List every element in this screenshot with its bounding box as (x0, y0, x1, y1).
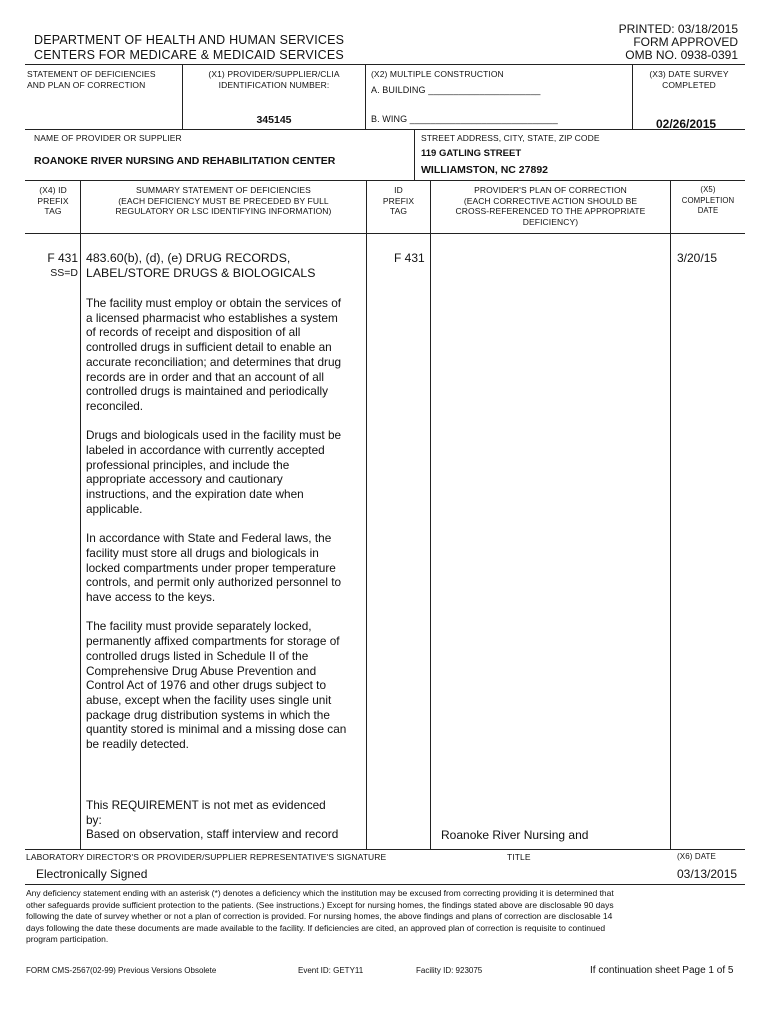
address-street: 119 GATLING STREET (421, 148, 522, 159)
plan-header-line4: DEFICIENCY) (522, 216, 579, 227)
text-line: accurate reconciliation; and determines that drug (86, 354, 342, 369)
form-header-right (619, 23, 738, 62)
x5-header (671, 185, 745, 217)
text-line: have access to the keys. (86, 590, 216, 605)
x5-header-line1: (X5) (700, 185, 716, 194)
id-header-line1: ID (394, 185, 403, 195)
text-line: professional principles, and include the (86, 457, 290, 472)
x1-label-line1: (X1) PROVIDER/SUPPLIER/CLIA (208, 69, 340, 79)
text-line: of records of receipt and disposition of all (86, 325, 301, 340)
signature-date: 03/13/2015 (677, 867, 738, 881)
footnote-line: other safeguards provide sufficient protection to the patients. (See instructions.) Except for nursing homes, the findings stated above are disclosable 90 days (26, 899, 614, 910)
provider-label: NAME OF PROVIDER OR SUPPLIER (34, 133, 182, 143)
text-line: controls, and permit only authorized personnel to (86, 575, 342, 590)
text-line: applicable. (86, 501, 143, 516)
plan-text: Roanoke River Nursing and (441, 828, 589, 842)
agency-line: CENTERS FOR MEDICARE & MEDICAID SERVICES (34, 48, 344, 62)
rule (670, 180, 671, 849)
rule (25, 129, 745, 130)
id-header-line3: TAG (389, 206, 408, 216)
plan-header-line2: (EACH CORRECTIVE ACTION SHOULD BE (463, 195, 638, 206)
printed-date: PRINTED: 03/18/2015 (618, 22, 738, 36)
text-line: abuse, except when the facility uses single unit (86, 692, 332, 707)
x1-label-line2: IDENTIFICATION NUMBER: (218, 79, 330, 90)
scope-severity: SS=D (50, 267, 78, 279)
footnote-line: days following the date these documents are made available to the facility. If deficiencies are cited, an approved plan of correction is requisite to continued (26, 922, 606, 933)
plan-tag: F 431 (394, 251, 425, 265)
text-line: reconciled. (86, 398, 144, 413)
department-line: DEPARTMENT OF HEALTH AND HUMAN SERVICES (34, 33, 345, 47)
rule (80, 180, 81, 849)
continuation-page: If continuation sheet Page 1 of 5 (590, 965, 734, 976)
signature-value: Electronically Signed (36, 867, 148, 881)
text-line: Control Act of 1976 and other drugs subject to (86, 678, 327, 693)
text-line: The facility must provide separately locked, (86, 619, 312, 634)
statement-label (27, 69, 156, 90)
paragraph (86, 531, 366, 605)
plan-header-line3: CROSS-REFERENCED TO THE APPROPRIATE (455, 206, 646, 216)
statement-label-line1: STATEMENT OF DEFICIENCIES (27, 69, 156, 79)
text-line: be readily detected. (86, 737, 189, 752)
deficiency-title (86, 251, 315, 281)
x1-label (183, 69, 365, 90)
text-line: Comprehensive Drug Abuse Prevention and (86, 663, 317, 678)
title-line2: LABEL/STORE DRUGS & BIOLOGICALS (86, 266, 316, 280)
rule (25, 849, 745, 850)
x4-header (26, 185, 80, 217)
text-line: Based on observation, staff interview and record (86, 827, 339, 842)
deficiency-tag (28, 251, 78, 281)
event-id: Event ID: GETY11 (298, 966, 364, 975)
text-line: controlled drugs in sufficient detail to enable an (86, 340, 332, 355)
rule (414, 129, 415, 180)
survey-date: 02/26/2015 (656, 117, 717, 131)
plan-header (431, 185, 670, 227)
text-line: controlled drugs is maintained and periodically (86, 384, 328, 399)
statement-label-line2: AND PLAN OF CORRECTION (27, 79, 146, 90)
paragraph (86, 619, 366, 751)
wing-field: B. WING _____________________________ (371, 114, 558, 124)
footnote (26, 888, 746, 946)
text-line: records are in order and that an account of all (86, 369, 325, 384)
rule (25, 180, 745, 181)
rule (366, 180, 367, 849)
text-line: package drug distribution systems in which the (86, 707, 330, 722)
building-field: A. BUILDING ______________________ (371, 85, 541, 95)
x4-header-line1: (X4) ID (39, 185, 67, 195)
department-heading (34, 33, 344, 63)
text-line: by: (86, 812, 102, 827)
summary-header-line2: (EACH DEFICIENCY MUST BE PRECEDED BY FULL (118, 195, 329, 206)
rule (430, 180, 431, 849)
tag-value: F 431 (47, 251, 78, 265)
paragraph (86, 428, 366, 516)
summary-header-line1: SUMMARY STATEMENT OF DEFICIENCIES (136, 185, 311, 195)
text-line: This REQUIREMENT is not met as evidenced (86, 798, 326, 812)
title-line1: 483.60(b), (d), (e) DRUG RECORDS, (86, 251, 291, 265)
rule (25, 884, 745, 885)
x5-header-line2: COMPLETION (681, 195, 735, 205)
summary-header-line3: REGULATORY OR LSC IDENTIFYING INFORMATION) (115, 206, 332, 216)
footnote-line: program participation. (26, 934, 109, 944)
completion-date: 3/20/15 (677, 251, 718, 265)
requirement-statement (86, 798, 366, 842)
text-line: instructions, and the expiration date when (86, 487, 304, 502)
text-line: quantity stored is minimal and a missing dose can (86, 722, 347, 737)
text-line: permanently affixed compartments for storage of (86, 634, 340, 649)
summary-header (81, 185, 366, 217)
rule (25, 64, 745, 65)
form-number: FORM CMS-2567(02-99) Previous Versions Obsolete (26, 966, 217, 975)
rule (25, 233, 745, 234)
provider-id-number: 345145 (256, 114, 292, 126)
x5-header-line3: DATE (697, 206, 719, 215)
text-line: locked compartments under proper temperature (86, 560, 336, 575)
text-line: a licensed pharmacist who establishes a system (86, 310, 338, 325)
rule (365, 64, 366, 129)
address-label: STREET ADDRESS, CITY, STATE, ZIP CODE (421, 133, 600, 143)
text-line: controlled drugs listed in Schedule II of the (86, 648, 309, 663)
footnote-line: Any deficiency statement ending with an asterisk (*) denotes a deficiency which the institution may be excused from correcting providing it is determined that (26, 888, 614, 898)
text-line: Drugs and biologicals used in the facility must be (86, 428, 342, 443)
text-line: facility must store all drugs and biologicals in (86, 545, 319, 560)
provider-name: ROANOKE RIVER NURSING AND REHABILITATION CENTER (34, 155, 336, 167)
deficiency-body (86, 296, 366, 766)
x2-label: (X2) MULTIPLE CONSTRUCTION (371, 69, 504, 79)
x3-label-line2: COMPLETED (662, 79, 716, 90)
title-label: TITLE (507, 852, 531, 862)
x4-header-line3: TAG (44, 206, 62, 216)
x6-date-label: (X6) DATE (677, 852, 716, 861)
text-line: The facility must employ or obtain the services of (86, 296, 342, 310)
text-line: labeled in accordance with currently accepted (86, 443, 325, 458)
paragraph (86, 296, 366, 414)
plan-header-line1: PROVIDER'S PLAN OF CORRECTION (474, 185, 627, 195)
text-line: In accordance with State and Federal laws, the (86, 531, 332, 546)
address-city: WILLIAMSTON, NC 27892 (421, 164, 548, 176)
id-header-line2: PREFIX (382, 195, 415, 206)
x3-label-line1: (X3) DATE SURVEY (649, 69, 729, 79)
omb-number: OMB NO. 0938-0391 (625, 48, 738, 62)
footnote-line: following the date of survey whether or not a plan of correction is provided. For nursing homes, the above findings and plans of correction are disclosable 14 (26, 911, 613, 921)
x4-header-line2: PREFIX (37, 195, 69, 206)
facility-id: Facility ID: 923075 (416, 966, 483, 975)
text-line: appropriate accessory and cautionary (86, 472, 283, 487)
x3-label (633, 69, 745, 90)
signature-label: LABORATORY DIRECTOR'S OR PROVIDER/SUPPLIER REPRESENTATIVE'S SIGNATURE (26, 852, 387, 862)
id-header (367, 185, 430, 217)
form-approved: FORM APPROVED (633, 35, 738, 49)
